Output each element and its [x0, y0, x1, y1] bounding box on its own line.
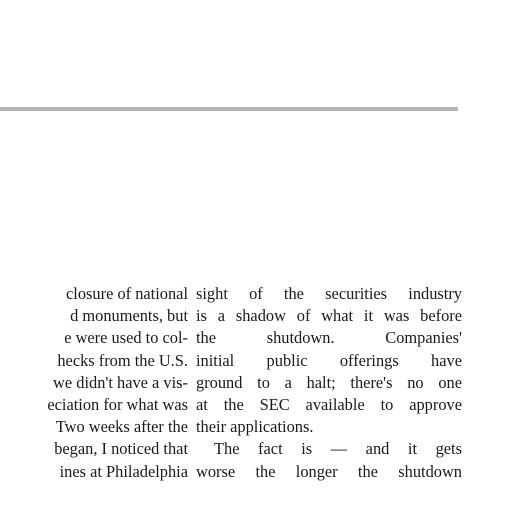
right-text-column [196, 283, 462, 483]
text-line: closure of national [66, 284, 188, 303]
text-line: worse the longer the shutdown [196, 461, 462, 481]
text-line: Two weeks after the [55, 417, 188, 437]
text-line: at the SEC available to approve [196, 394, 462, 414]
text-line: we didn't have a vis- [53, 372, 188, 392]
text-line: ines at Philadelphia [59, 461, 188, 481]
text-line: sight of the securities industry [196, 284, 462, 303]
text-line: d monuments, but [70, 306, 188, 326]
text-line: is a shadow of what it was before [196, 306, 462, 326]
text-line: e were used to col- [64, 328, 188, 348]
text-line: ground to a halt; there's no one [196, 372, 462, 392]
text-line: hecks from the U.S. [57, 350, 188, 370]
text-line: began, I noticed that [54, 439, 188, 459]
text-line: eciation for what was [47, 394, 188, 414]
text-line: the shutdown. Companies' [196, 328, 462, 348]
left-text-column [47, 283, 188, 483]
text-line: initial public offerings have [196, 350, 462, 370]
text-line: their applications. [196, 417, 314, 437]
horizontal-rule [0, 107, 458, 111]
paragraph-first-line: The fact is — and it gets [214, 439, 462, 459]
